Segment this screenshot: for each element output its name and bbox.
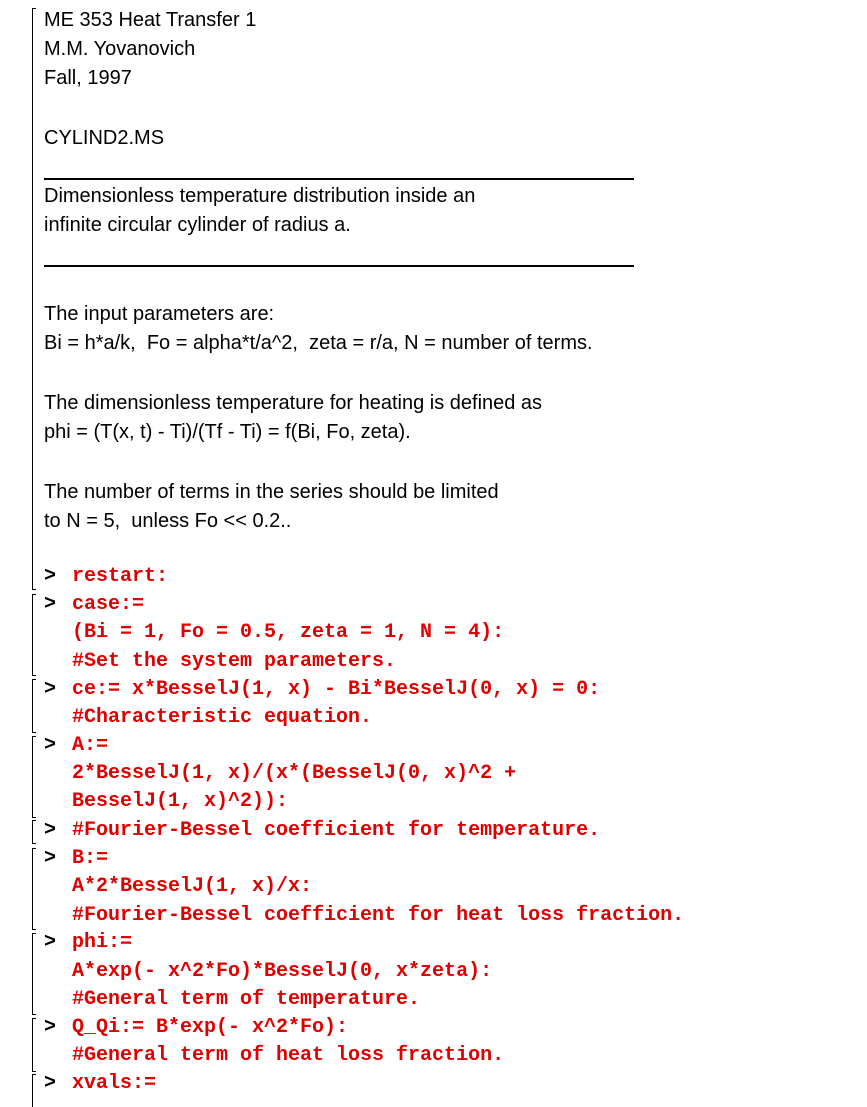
- maple-input-A[interactable]: A:=: [72, 734, 109, 757]
- exec-group-bracket-comment[interactable]: [32, 820, 36, 844]
- term-label: Fall, 1997: [44, 67, 132, 89]
- maple-comment-general-heat-loss[interactable]: #General term of heat loss fraction.: [72, 1044, 505, 1067]
- maple-input-characteristic-equation[interactable]: ce:= x*BesselJ(1, x) - Bi*BesselJ(0, x) = 0:: [72, 678, 601, 701]
- input-prompt: >: [44, 847, 57, 870]
- filename-label: CYLIND2.MS: [44, 127, 165, 149]
- temperature-definition: phi = (T(x, t) - Ti)/(Tf - Ti) = f(Bi, Fo, zeta).: [44, 421, 411, 443]
- input-prompt: >: [44, 1072, 57, 1095]
- maple-input-restart[interactable]: restart:: [72, 565, 169, 588]
- input-prompt: >: [44, 593, 57, 616]
- input-params-definition: Bi = h*a/k, Fo = alpha*t/a^2, zeta = r/a, N = number of terms.: [44, 332, 593, 354]
- exec-group-bracket-B[interactable]: [32, 848, 36, 930]
- course-title: ME 353 Heat Transfer 1: [44, 9, 257, 31]
- description-line-2: infinite circular cylinder of radius a.: [44, 214, 351, 236]
- maple-input-A-expression-2[interactable]: BesselJ(1, x)^2)):: [72, 790, 289, 813]
- exec-group-bracket-case[interactable]: [32, 594, 36, 676]
- text-group-bracket[interactable]: [32, 8, 36, 590]
- temperature-definition-heading: The dimensionless temperature for heating is defined as: [44, 392, 543, 414]
- maple-input-case-values[interactable]: (Bi = 1, Fo = 0.5, zeta = 1, N = 4):: [72, 621, 505, 644]
- maple-input-case[interactable]: case:=: [72, 593, 145, 616]
- exec-group-bracket-ce[interactable]: [32, 679, 36, 733]
- maple-comment-general-temperature[interactable]: #General term of temperature.: [72, 988, 421, 1011]
- author-name: M.M. Yovanovich: [44, 38, 196, 60]
- input-prompt: >: [44, 931, 57, 954]
- maple-input-phi[interactable]: phi:=: [72, 931, 133, 954]
- maple-input-xvals[interactable]: xvals:=: [72, 1072, 157, 1095]
- exec-group-bracket-A[interactable]: [32, 736, 36, 818]
- terms-note-line-1: The number of terms in the series should be limited: [44, 481, 499, 503]
- input-prompt: >: [44, 678, 57, 701]
- maple-input-phi-expression[interactable]: A*exp(- x^2*Fo)*BesselJ(0, x*zeta):: [72, 960, 493, 983]
- maple-input-QQi[interactable]: Q_Qi:= B*exp(- x^2*Fo):: [72, 1016, 349, 1039]
- maple-comment-characteristic[interactable]: #Characteristic equation.: [72, 706, 373, 729]
- maple-comment-fourier-heat-loss[interactable]: #Fourier-Bessel coefficient for heat loss fraction.: [72, 904, 685, 927]
- exec-group-bracket-xvals[interactable]: [32, 1074, 36, 1107]
- input-prompt: >: [44, 734, 57, 757]
- terms-note-line-2: to N = 5, unless Fo << 0.2..: [44, 510, 292, 532]
- divider-top: [44, 178, 634, 180]
- input-prompt: >: [44, 1016, 57, 1039]
- maple-input-B-expression[interactable]: A*2*BesselJ(1, x)/x:: [72, 875, 313, 898]
- exec-group-bracket-phi[interactable]: [32, 933, 36, 1015]
- input-prompt: >: [44, 819, 57, 842]
- description-line-1: Dimensionless temperature distribution inside an: [44, 185, 476, 207]
- divider-bottom: [44, 265, 634, 267]
- maple-input-A-expression-1[interactable]: 2*BesselJ(1, x)/(x*(BesselJ(0, x)^2 +: [72, 762, 517, 785]
- input-prompt: >: [44, 565, 57, 588]
- maple-input-B[interactable]: B:=: [72, 847, 109, 870]
- exec-group-bracket-QQi[interactable]: [32, 1018, 36, 1072]
- maple-comment-parameters[interactable]: #Set the system parameters.: [72, 650, 397, 673]
- maple-comment-fourier-temperature[interactable]: #Fourier-Bessel coefficient for temperature.: [72, 819, 601, 842]
- input-params-heading: The input parameters are:: [44, 303, 275, 325]
